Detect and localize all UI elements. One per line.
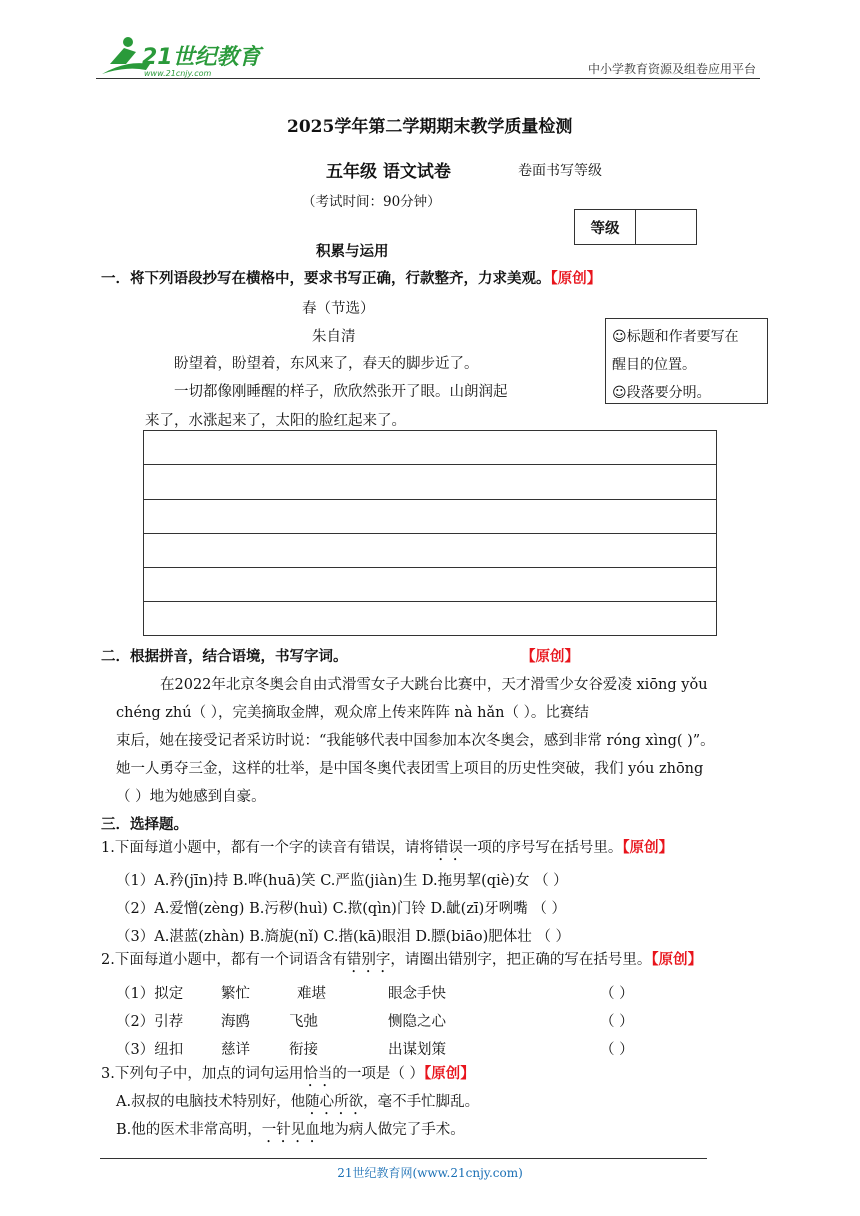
site-logo (96, 34, 266, 80)
q2-heading: 二．根据拼音，结合语境，书写字词。 (101, 648, 348, 665)
q3-s1-item-1: （1）A.矜(jīn)持 B.哗(huā)笑 C.严监(jiàn)生 D.拖男挈(qiè)女 （ ） (116, 873, 568, 889)
platform-name: 中小学教育资源及组卷应用平台 (587, 62, 756, 76)
writing-tips-box (605, 318, 768, 404)
footer-divider (100, 1158, 707, 1159)
q2-line-3: 束后，她在接受记者采访时说：“我能够代表中国参加本次冬奥会，感到非常 róng xìng( )”。 (116, 733, 715, 749)
exam-title: 2025学年第二学期期末教学质量检测 (287, 117, 573, 137)
writing-grade-label: 卷面书写等级 (518, 163, 602, 179)
poem-line-3: 来了，水涨起来了，太阳的脸红起来了。 (145, 413, 406, 429)
q3-s1-item-3: （3）A.湛蓝(zhàn) B.旖旎(nǐ) C.揩(kā)眼泪 D.膘(biāo)肥体壮 （ ） (116, 929, 570, 945)
footer-text: 21世纪教育网(www.21cnjy.com) (337, 1166, 523, 1180)
grid-row[interactable] (144, 465, 716, 499)
grid-row[interactable] (144, 431, 716, 465)
grid-row[interactable] (144, 534, 716, 568)
poem-author: 朱自清 (312, 329, 356, 345)
logo-text: 21世纪教育 (142, 45, 261, 70)
q3-s3-option-a: A.叔叔的电脑技术特别好，他随心所欲，毫不手忙脚乱。 (116, 1094, 480, 1110)
tip-2: ☺段落要分明。 (612, 379, 767, 407)
q3-s3-tag: 【原创】 (423, 1065, 475, 1082)
q2-line-2: chéng zhú（ ），完美摘取金牌，观众席上传来阵阵 nà hǎn（ ）。比赛结 (116, 705, 589, 721)
poem-title: 春（节选） (302, 301, 375, 317)
exam-time: （考试时间：90分钟） (302, 194, 441, 210)
grid-row[interactable] (144, 602, 716, 636)
q3-s1-tag: 【原创】 (622, 839, 674, 856)
tip-1-cont: 醒目的位置。 (612, 357, 696, 373)
q3-heading: 三．选择题。 (101, 816, 188, 833)
tip-icon: ☺ (612, 385, 627, 401)
q2-line-5: （ ）地为她感到自豪。 (116, 789, 266, 805)
q1-tag: 【原创】 (550, 270, 602, 287)
grade-label: 等级 (575, 210, 636, 244)
tip-1: ☺标题和作者要写在 (612, 323, 767, 351)
header-divider (96, 78, 760, 79)
grid-row[interactable] (144, 568, 716, 602)
q3-s1-prompt: 1.下面每道小题中，都有一个字的读音有错误，请将错误一项的序号写在括号里。【原创】 (101, 839, 674, 856)
grade-box (574, 209, 697, 245)
poem-line-1: 盼望着，盼望着，东风来了，春天的脚步近了。 (174, 356, 479, 372)
q3-s2-prompt: 2.下面每道小题中，都有一个词语含有错别字，请圈出错别字，把正确的写在括号里。【原创】 (101, 951, 703, 968)
section-label: 积累与运用 (316, 243, 389, 260)
q1-heading (101, 267, 601, 288)
q2-tag: 【原创】 (521, 648, 579, 665)
q1-heading-text: 一．将下列语段抄写在横格中，要求书写正确，行款整齐，力求美观。 (101, 270, 551, 287)
q2-line-4: 她一人勇夺三金，这样的壮举，是中国冬奥代表团雪上项目的历史性突破，我们 yóu zhōng (116, 761, 704, 777)
q2-line-1: 在2022年北京冬奥会自由式滑雪女子大跳台比赛中，天才滑雪少女谷爱凌 xiōng yǒu (160, 677, 708, 693)
tip-icon: ☺ (612, 329, 627, 345)
writing-grid[interactable] (143, 430, 717, 636)
q3-s3-prompt: 3.下列句子中，加点的词句运用恰当的一项是（ ）【原创】 (101, 1065, 475, 1082)
q3-s2-tag: 【原创】 (651, 951, 703, 968)
exam-subtitle: 五年级 语文试卷 (326, 162, 451, 182)
poem-line-2: 一切都像刚睡醒的样子，欣欣然张开了眼。山朗润起 (174, 384, 508, 400)
grid-row[interactable] (144, 500, 716, 534)
grade-input-cell[interactable] (636, 210, 696, 244)
q3-s3-option-b: B.他的医术非常高明，一针见血地为病人做完了手术。 (116, 1122, 465, 1138)
q3-s1-item-2: （2）A.爱憎(zèng) B.污秽(huì) C.揿(qìn)门铃 D.龇(zī)牙咧嘴 （ ） (116, 901, 566, 917)
logo-url: www.21cnjy.com (144, 69, 212, 78)
